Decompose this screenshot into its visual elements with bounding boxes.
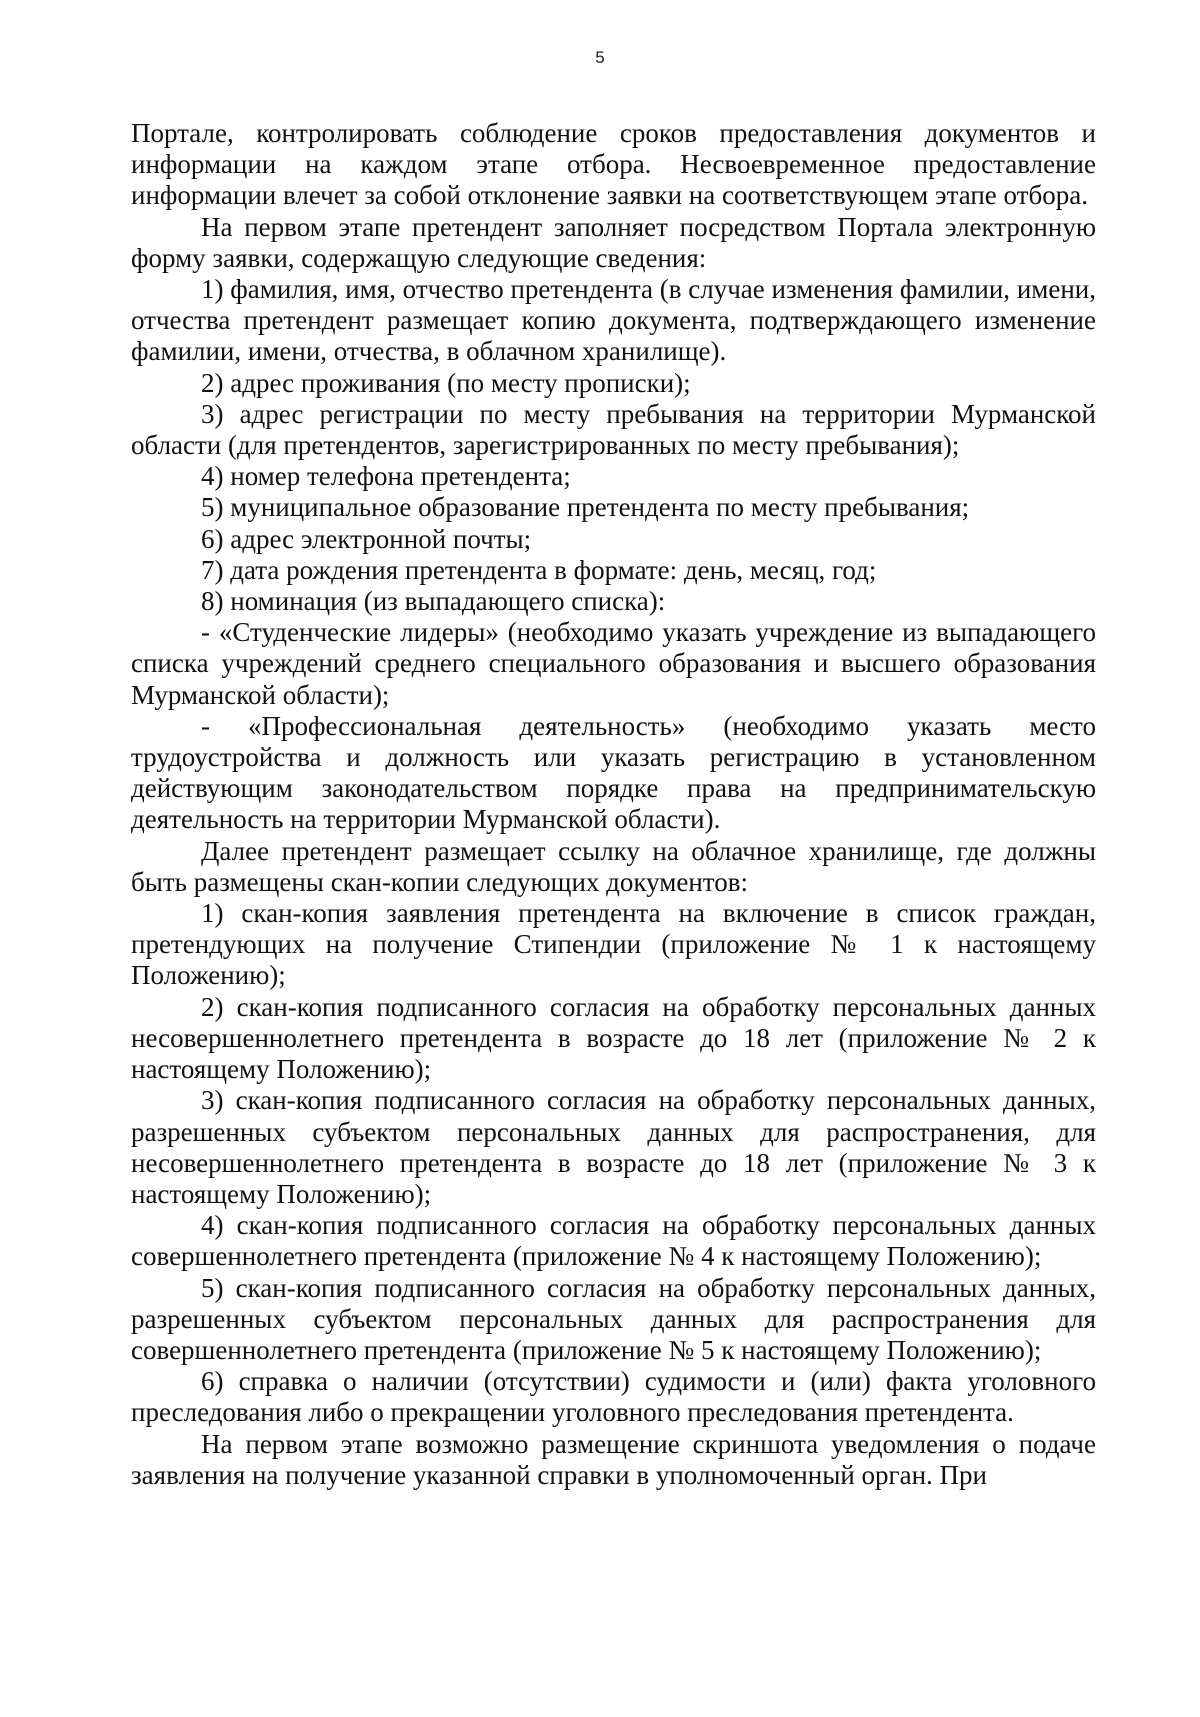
document-body [131, 118, 1096, 1491]
bullet-item: - «Студенческие лидеры» (необходимо указать учреждение из выпадающего списка учреждений среднего специального образования и высшего образования Мурманской области); [131, 617, 1096, 710]
paragraph-screenshot: На первом этапе возможно размещение скриншота уведомления о подаче заявления на получение указанной справки в уполномоченный орган. При [131, 1428, 1096, 1490]
list-item: 3) адрес регистрации по месту пребывания на территории Мурманской области (для претендентов, зарегистрированных по месту пребывания); [131, 398, 1096, 461]
list-item: 8) номинация (из выпадающего списка): [201, 586, 666, 617]
list-item: 1) фамилия, имя, отчество претендента (в случае изменения фамилии, имени, отчества претендент размещает копию документа, подтверждающего изменение фамилии, имени, отчества, в облачном хранилище). [131, 274, 1096, 367]
page-number: 5 [595, 48, 605, 67]
paragraph-first-stage: На первом этапе претендент заполняет посредством Портала электронную форму заявки, содержащую следующие сведения: [131, 211, 1096, 273]
bullet-item: - «Профессиональная деятельность» (необходимо указать место трудоустройства и должность или указать регистрацию в установленном действующим законодательством порядке права на предпринимательскую деятельность на территории Мурманской области). [131, 710, 1096, 835]
list-item: 2) скан-копия подписанного согласия на обработку персональных данных несовершеннолетнего претендента в возрасте до 18 лет (приложение № 2 к настоящему Положению); [131, 991, 1096, 1085]
list-item: 7) дата рождения претендента в формате: день, месяц, год; [201, 554, 877, 585]
paragraph-documents: Далее претендент размещает ссылку на облачное хранилище, где должны быть размещены скан-копии следующих документов: [131, 835, 1096, 897]
list-item: 1) скан-копия заявления претендента на включение в список граждан, претендующих на получение Стипендии (приложение № 1 к настоящему Положению); [131, 898, 1096, 991]
paragraph-continuation: Портале, контролировать соблюдение сроков предоставления документов и информации на каждом этапе отбора. Несвоевременное предоставление информации влечет за собой отклонение заявки на соответствующем этапе отбора. [131, 118, 1096, 211]
list-item: 5) муниципальное образование претендента по месту пребывания; [201, 492, 970, 523]
list-item: 4) скан-копия подписанного согласия на обработку персональных данных совершеннолетнего претендента (приложение № 4 к настоящему Положению); [131, 1210, 1096, 1272]
list-item: 6) справка о наличии (отсутствии) судимости и (или) факта уголовного преследования либо о прекращении уголовного преследования претендента. [131, 1366, 1096, 1428]
list-item: 3) скан-копия подписанного согласия на обработку персональных данных, разрешенных субъектом персональных данных для распространения, для несовершеннолетнего претендента в возрасте до 18 лет (приложение № 3 к настоящему Положению); [131, 1085, 1096, 1209]
list-item: 4) номер телефона претендента; [201, 461, 571, 492]
list-item: 6) адрес электронной почты; [201, 523, 532, 554]
list-item: 5) скан-копия подписанного согласия на обработку персональных данных, разрешенных субъектом персональных данных для распространения для совершеннолетнего претендента (приложение № 5 к настоящему Положению); [131, 1272, 1096, 1365]
list-item: 2) адрес проживания (по месту прописки); [201, 367, 691, 398]
